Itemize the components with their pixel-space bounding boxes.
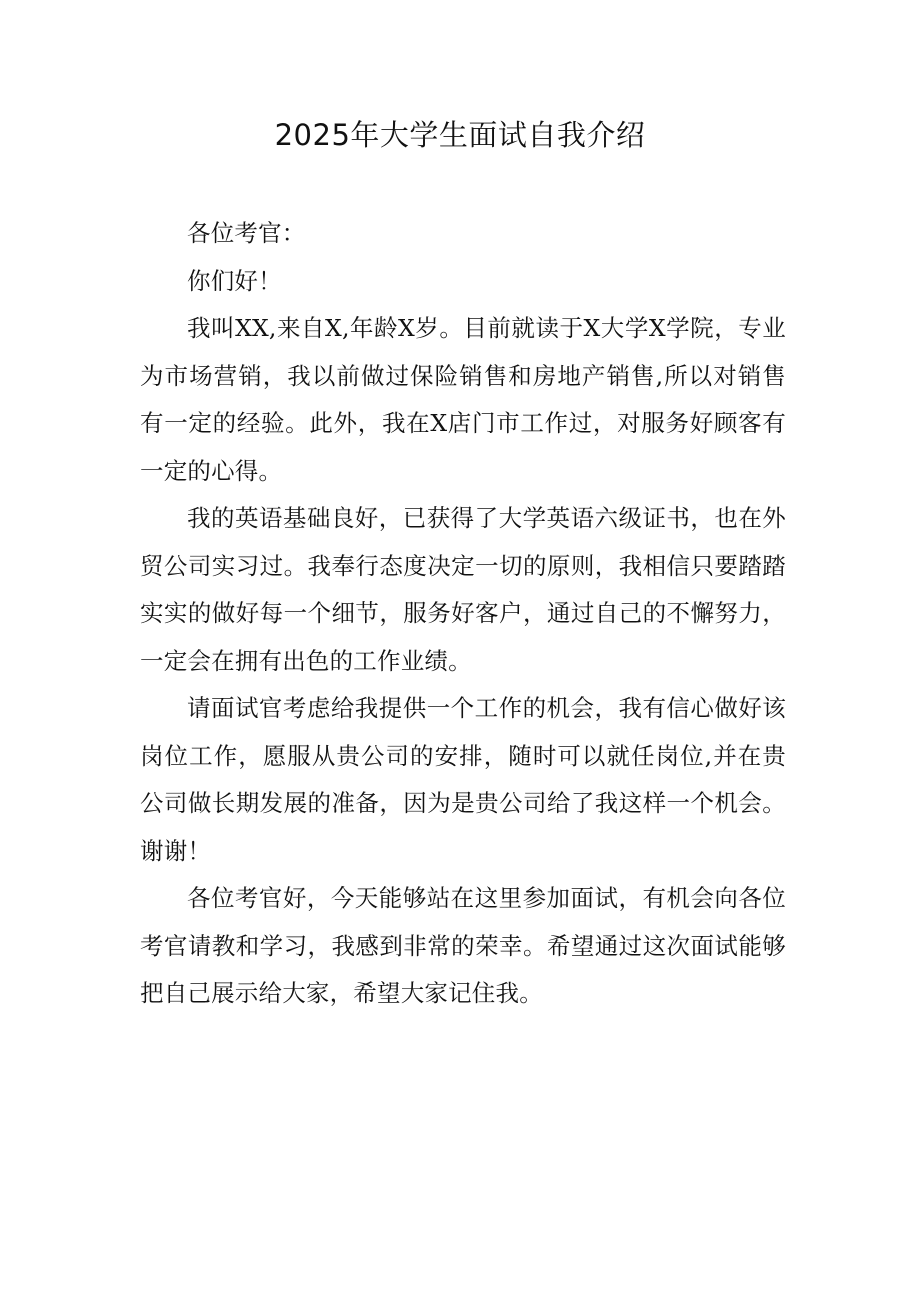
paragraph-closing: 各位考官好，今天能够站在这里参加面试，有机会向各位考官请教和学习，我感到非常的荣幸。希望通过这次面试能够把自己展示给大家，希望大家记住我。 [140, 884, 786, 1007]
greeting: 你们好！ [187, 266, 282, 295]
paragraph-english-skills: 我的英语基础良好，已获得了大学英语六级证书，也在外贸公司实习过。我奉行态度决定一切的原则，我相信只要踏踏实实的做好每一个细节，服务好客户，通过自己的不懈努力，一定会在拥有出色的工作业绩。 [140, 504, 786, 675]
paragraph-personal-info: 我叫XX,来自X,年龄X岁。目前就读于X大学X学院，专业为市场营销，我以前做过保险销售和房地产销售,所以对销售有一定的经验。此外，我在X店门市工作过，对服务好顾客有一定的心得。 [140, 314, 786, 485]
paragraph-job-request: 请面试官考虑给我提供一个工作的机会，我有信心做好该岗位工作，愿服从贵公司的安排，随时可以就任岗位,并在贵公司做长期发展的准备，因为是贵公司给了我这样一个机会。谢谢！ [140, 694, 786, 865]
document-body [140, 210, 786, 1018]
document-title: 2025年大学生面试自我介绍 [274, 118, 646, 152]
salutation: 各位考官： [187, 219, 306, 247]
